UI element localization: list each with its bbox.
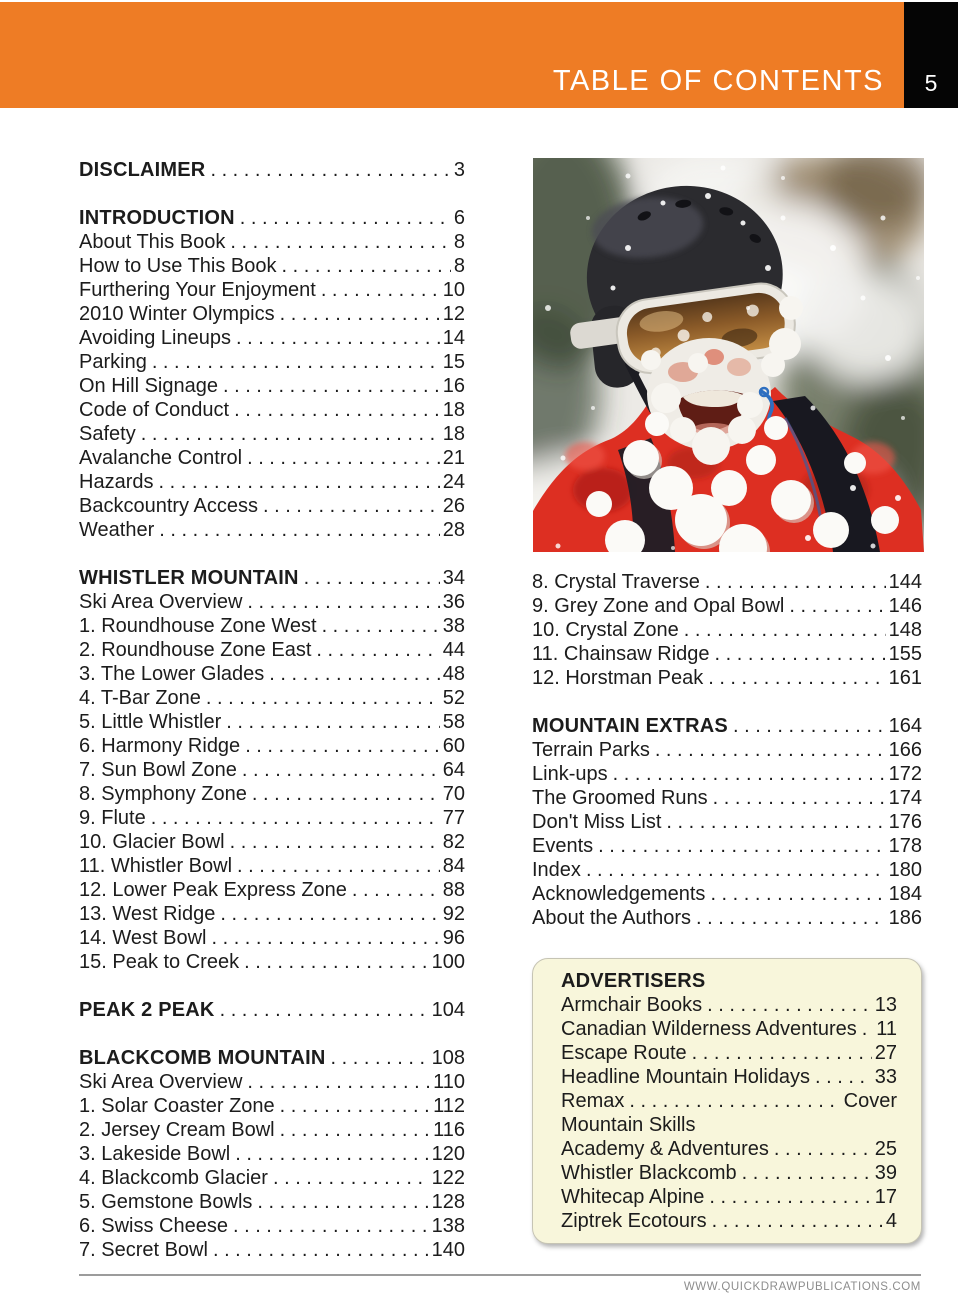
toc-heading (79, 1046, 465, 1070)
toc-entry-page: 27 (874, 1042, 897, 1064)
toc-entry-label: INTRODUCTION (79, 207, 235, 229)
dot-leader (331, 1046, 429, 1070)
toc-entry-label: Avoiding Lineups (79, 327, 231, 349)
toc-entry-page: 120 (431, 1143, 465, 1165)
toc-entry-label: Safety (79, 423, 136, 445)
toc-section (79, 566, 465, 974)
toc-entry-page: 166 (888, 739, 922, 761)
dot-leader (247, 590, 439, 614)
dot-leader (240, 206, 451, 230)
dot-leader (236, 326, 440, 350)
toc-entry (561, 1065, 897, 1089)
toc-entry-page: 148 (888, 619, 922, 641)
toc-entry-label: Canadian Wilderness Adventures (561, 1018, 857, 1040)
toc-section (79, 158, 465, 182)
toc-entry-page: 10 (442, 279, 465, 301)
toc-entry-page: 16 (442, 375, 465, 397)
toc-entry-page: 39 (874, 1162, 897, 1184)
toc-entry-label: 13. West Ridge (79, 903, 216, 925)
toc-entry-page: 178 (888, 835, 922, 857)
toc-entry-label: About This Book (79, 231, 226, 253)
toc-entry (532, 858, 922, 882)
toc-entry-page: 48 (442, 663, 465, 685)
toc-entry-page: 4 (885, 1210, 897, 1232)
toc-entry-label: Weather (79, 519, 155, 541)
toc-entry-label: Backcountry Access (79, 495, 258, 517)
toc-entry (79, 518, 465, 542)
toc-entry-label: On Hill Signage (79, 375, 218, 397)
toc-entry-label: Furthering Your Enjoyment (79, 279, 316, 301)
toc-entry-label: Hazards (79, 471, 154, 493)
dot-leader (273, 1166, 429, 1190)
toc-entry-label: Mountain Skills (561, 1114, 696, 1136)
dot-leader (586, 858, 886, 882)
left-toc-column (79, 158, 465, 1262)
header-bar (0, 2, 904, 108)
toc-entry-label: Remax (561, 1090, 625, 1112)
toc-entry-page: 58 (442, 711, 465, 733)
toc-entry-label: 2. Jersey Cream Bowl (79, 1119, 275, 1141)
toc-section (561, 969, 897, 1233)
dot-leader (152, 350, 440, 374)
toc-entry-page: 92 (442, 903, 465, 925)
toc-entry-label: 8. Crystal Traverse (532, 571, 700, 593)
toc-section (79, 998, 465, 1022)
toc-entry-page: 26 (442, 495, 465, 517)
toc-entry-page: 60 (442, 735, 465, 757)
toc-entry-label: Ski Area Overview (79, 591, 243, 613)
toc-entry (79, 350, 465, 374)
dot-leader (211, 926, 439, 950)
dot-leader (282, 254, 451, 278)
toc-heading (79, 566, 465, 590)
dot-leader (655, 738, 886, 762)
toc-entry (79, 686, 465, 710)
toc-entry-page: 14 (442, 327, 465, 349)
dot-leader (230, 830, 440, 854)
toc-entry-label: DISCLAIMER (79, 159, 206, 181)
toc-entry-page: 28 (442, 519, 465, 541)
toc-entry-label: 3. Lakeside Bowl (79, 1143, 231, 1165)
toc-entry-page: 161 (888, 667, 922, 689)
dot-leader (220, 902, 439, 926)
dot-leader (230, 230, 450, 254)
page-number-box (904, 2, 958, 108)
dot-leader (280, 302, 440, 326)
toc-entry (79, 662, 465, 686)
toc-entry-label: 11. Whistler Bowl (79, 855, 233, 877)
toc-entry (79, 1070, 465, 1094)
dot-leader (280, 1118, 430, 1142)
toc-entry-label: Terrain Parks (532, 739, 650, 761)
toc-entry-label: ADVERTISERS (561, 970, 706, 992)
dot-leader (151, 806, 440, 830)
toc-entry-label: Events (532, 835, 594, 857)
toc-entry-page: 108 (431, 1047, 465, 1069)
toc-entry (532, 642, 922, 666)
dot-leader (244, 950, 429, 974)
toc-entry-page: 15 (442, 351, 465, 373)
toc-entry (79, 1238, 465, 1262)
toc-entry-page: 184 (888, 883, 922, 905)
toc-entry-label: 4. Blackcomb Glacier (79, 1167, 268, 1189)
dot-leader (613, 762, 886, 786)
toc-entry (532, 786, 922, 810)
toc-entry-page: 186 (888, 907, 922, 929)
toc-entry-label: 9. Flute (79, 807, 146, 829)
dot-leader (322, 614, 440, 638)
toc-entry-label: 10. Glacier Bowl (79, 831, 225, 853)
toc-entry-page: 52 (442, 687, 465, 709)
toc-entry-page: 110 (433, 1071, 465, 1093)
toc-entry-label: 10. Crystal Zone (532, 619, 679, 641)
toc-entry-page: 64 (442, 759, 465, 781)
toc-entry-label: PEAK 2 PEAK (79, 999, 215, 1021)
toc-entry-label: 7. Sun Bowl Zone (79, 759, 237, 781)
toc-entry (561, 1041, 897, 1065)
dot-leader (233, 1214, 429, 1238)
toc-heading (79, 206, 465, 230)
toc-entry-page: 140 (431, 1239, 465, 1261)
toc-entry-page: 18 (442, 399, 465, 421)
toc-entry-page: 70 (442, 783, 465, 805)
dot-leader (707, 993, 872, 1017)
page-title: TABLE OF CONTENTS (552, 65, 884, 97)
toc-entry (79, 398, 465, 422)
toc-entry-label: 14. West Bowl (79, 927, 207, 949)
toc-entry-label: 12. Lower Peak Express Zone (79, 879, 347, 901)
toc-entry-label: Acknowledgements (532, 883, 706, 905)
toc-entry (79, 926, 465, 950)
toc-entry-label: 12. Horstman Peak (532, 667, 704, 689)
dot-leader (696, 906, 886, 930)
toc-entry-page: 88 (442, 879, 465, 901)
toc-entry-label: About the Authors (532, 907, 692, 929)
dot-leader (247, 446, 440, 470)
toc-entry-label: Parking (79, 351, 147, 373)
toc-entry-label: 5. Little Whistler (79, 711, 222, 733)
dot-leader (245, 734, 440, 758)
toc-entry-label: 4. T-Bar Zone (79, 687, 201, 709)
toc-entry-page: 112 (433, 1095, 465, 1117)
footer-website: WWW.QUICKDRAWPUBLICATIONS.COM (683, 1281, 921, 1293)
toc-entry-page: 77 (442, 807, 465, 829)
toc-entry (561, 1089, 897, 1113)
toc-entry (79, 1118, 465, 1142)
toc-entry (532, 738, 922, 762)
toc-entry-label: 8. Symphony Zone (79, 783, 247, 805)
dot-leader (774, 1137, 872, 1161)
toc-entry-page: 104 (431, 999, 465, 1021)
toc-entry-page: 44 (442, 639, 465, 661)
toc-entry-label: 2010 Winter Olympics (79, 303, 275, 325)
toc-entry-label: 3. The Lower Glades (79, 663, 265, 685)
toc-entry-page: 164 (888, 715, 922, 737)
toc-entry (79, 830, 465, 854)
toc-entry-page: 84 (442, 855, 465, 877)
dot-leader (666, 810, 885, 834)
toc-entry (532, 762, 922, 786)
toc-entry (79, 446, 465, 470)
toc-entry-label: Index (532, 859, 581, 881)
dot-leader (742, 1161, 872, 1185)
dot-leader (712, 1209, 883, 1233)
toc-entry-label: BLACKCOMB MOUNTAIN (79, 1047, 326, 1069)
toc-entry (79, 710, 465, 734)
dot-leader (705, 570, 886, 594)
toc-entry (79, 470, 465, 494)
toc-entry-label: 2. Roundhouse Zone East (79, 639, 312, 661)
toc-entry-label: Ziptrek Ecotours (561, 1210, 707, 1232)
toc-entry-label: 7. Secret Bowl (79, 1239, 208, 1261)
toc-entry-label: Avalanche Control (79, 447, 243, 469)
toc-entry-page: 6 (453, 207, 465, 229)
toc-entry (79, 758, 465, 782)
toc-entry-page: 176 (888, 811, 922, 833)
dot-leader (321, 278, 440, 302)
dot-leader (708, 666, 885, 690)
toc-entry-label: WHISTLER MOUNTAIN (79, 567, 299, 589)
toc-entry (532, 666, 922, 690)
dot-leader (206, 686, 440, 710)
toc-entry-page: 172 (888, 763, 922, 785)
toc-entry-page: 116 (433, 1119, 465, 1141)
toc-entry-page: 36 (442, 591, 465, 613)
toc-entry (79, 854, 465, 878)
toc-entry-label: 11. Chainsaw Ridge (532, 643, 710, 665)
dot-leader (629, 1089, 840, 1113)
toc-entry (79, 422, 465, 446)
toc-entry-page: 25 (874, 1138, 897, 1160)
dot-leader (158, 470, 439, 494)
toc-entry (532, 906, 922, 930)
toc-entry-label: 9. Grey Zone and Opal Bowl (532, 595, 785, 617)
toc-entry (79, 782, 465, 806)
toc-heading (79, 158, 465, 182)
toc-entry (532, 594, 922, 618)
dot-leader (352, 878, 440, 902)
toc-entry-page: 100 (431, 951, 465, 973)
toc-entry (79, 302, 465, 326)
toc-entry-label: How to Use This Book (79, 255, 277, 277)
toc-entry-page: 38 (442, 615, 465, 637)
dot-leader (257, 1190, 428, 1214)
dot-leader (598, 834, 885, 858)
toc-entry-page: 96 (442, 927, 465, 949)
content-photo (533, 158, 924, 552)
toc-entry-page: 17 (874, 1186, 897, 1208)
right-toc-column (532, 570, 922, 930)
toc-entry-label: 5. Gemstone Bowls (79, 1191, 253, 1213)
dot-leader (862, 1017, 874, 1041)
dot-leader (159, 518, 440, 542)
toc-entry-label: Code of Conduct (79, 399, 230, 421)
dot-leader (789, 594, 885, 618)
toc-entry (79, 1094, 465, 1118)
toc-entry (79, 254, 465, 278)
dot-leader (269, 662, 439, 686)
toc-entry (79, 494, 465, 518)
toc-section (532, 570, 922, 690)
toc-entry-page: 13 (874, 994, 897, 1016)
dot-leader (141, 422, 440, 446)
toc-entry-label: Whistler Blackcomb (561, 1162, 737, 1184)
toc-section (79, 1046, 465, 1262)
dot-leader (242, 758, 440, 782)
dot-leader (210, 158, 450, 182)
toc-entry-page: 21 (442, 447, 465, 469)
advertisers-box (532, 958, 922, 1244)
toc-entry-page: 24 (442, 471, 465, 493)
toc-entry (79, 1190, 465, 1214)
dot-leader (815, 1065, 872, 1089)
toc-entry-label: Academy & Adventures (561, 1138, 769, 1160)
toc-entry (79, 638, 465, 662)
toc-entry-page: 33 (874, 1066, 897, 1088)
toc-entry-page: 34 (442, 567, 465, 589)
dot-leader (252, 782, 440, 806)
toc-entry-page: 180 (888, 859, 922, 881)
toc-entry-label: 6. Swiss Cheese (79, 1215, 228, 1237)
toc-entry-page: 122 (431, 1167, 465, 1189)
toc-entry (561, 1185, 897, 1209)
toc-entry-page: 174 (888, 787, 922, 809)
toc-entry (79, 230, 465, 254)
dot-leader (263, 494, 440, 518)
toc-entry (79, 950, 465, 974)
toc-entry (561, 993, 897, 1017)
toc-entry (79, 614, 465, 638)
toc-entry (79, 590, 465, 614)
dot-leader (710, 882, 885, 906)
dot-leader (237, 854, 440, 878)
toc-entry-label: Whitecap Alpine (561, 1186, 705, 1208)
toc-entry-label: 1. Solar Coaster Zone (79, 1095, 275, 1117)
toc-entry-page: 82 (442, 831, 465, 853)
toc-entry-page: 128 (431, 1191, 465, 1213)
dot-leader (247, 1070, 430, 1094)
toc-entry (561, 1113, 897, 1137)
toc-entry-page: 144 (888, 571, 922, 593)
toc-entry-label: Escape Route (561, 1042, 687, 1064)
dot-leader (220, 998, 429, 1022)
toc-entry (532, 834, 922, 858)
toc-entry-page: 155 (888, 643, 922, 665)
toc-entry (532, 570, 922, 594)
toc-entry-page: 8 (453, 255, 465, 277)
toc-entry (532, 810, 922, 834)
toc-entry (79, 806, 465, 830)
dot-leader (709, 1185, 871, 1209)
toc-entry-page: 12 (442, 303, 465, 325)
toc-entry-label: MOUNTAIN EXTRAS (532, 715, 728, 737)
toc-entry-label: The Groomed Runs (532, 787, 708, 809)
dot-leader (223, 374, 440, 398)
toc-entry-label: 1. Roundhouse Zone West (79, 615, 317, 637)
toc-entry (79, 734, 465, 758)
footer-divider (79, 1274, 921, 1276)
toc-entry-label: Armchair Books (561, 994, 703, 1016)
toc-entry-page: 146 (888, 595, 922, 617)
toc-entry-page: 11 (876, 1018, 897, 1040)
dot-leader (713, 786, 886, 810)
toc-entry-label: 15. Peak to Creek (79, 951, 240, 973)
dot-leader (733, 714, 886, 738)
dot-leader (684, 618, 886, 642)
toc-entry (79, 278, 465, 302)
dot-leader (235, 1142, 428, 1166)
toc-entry (532, 618, 922, 642)
toc-entry-page: Cover (843, 1090, 897, 1112)
toc-entry (532, 882, 922, 906)
toc-heading (561, 969, 897, 993)
toc-entry (79, 902, 465, 926)
toc-entry (79, 878, 465, 902)
dot-leader (213, 1238, 429, 1262)
toc-entry (561, 1017, 897, 1041)
toc-heading (79, 998, 465, 1022)
toc-entry (79, 1142, 465, 1166)
toc-entry (561, 1161, 897, 1185)
dot-leader (234, 398, 440, 422)
toc-entry-label: 6. Harmony Ridge (79, 735, 241, 757)
toc-entry-page: 18 (442, 423, 465, 445)
dot-leader (226, 710, 439, 734)
toc-entry-label: Ski Area Overview (79, 1071, 243, 1093)
toc-entry-label: Don't Miss List (532, 811, 662, 833)
skier-photo-illustration (533, 158, 924, 552)
toc-entry (79, 326, 465, 350)
dot-leader (280, 1094, 430, 1118)
toc-entry-page: 8 (453, 231, 465, 253)
toc-heading (532, 714, 922, 738)
dot-leader (715, 642, 886, 666)
toc-entry (79, 1166, 465, 1190)
toc-entry-label: Headline Mountain Holidays (561, 1066, 811, 1088)
dot-leader (692, 1041, 872, 1065)
toc-entry-page: 3 (453, 159, 465, 181)
toc-entry (561, 1137, 897, 1161)
page-number: 5 (924, 70, 938, 96)
toc-entry-label: Link-ups (532, 763, 608, 785)
toc-section (79, 206, 465, 542)
dot-leader (304, 566, 440, 590)
toc-entry (79, 374, 465, 398)
dot-leader (316, 638, 439, 662)
toc-section (532, 714, 922, 930)
toc-entry (561, 1209, 897, 1233)
toc-entry (79, 1214, 465, 1238)
toc-entry-page: 138 (431, 1215, 465, 1237)
